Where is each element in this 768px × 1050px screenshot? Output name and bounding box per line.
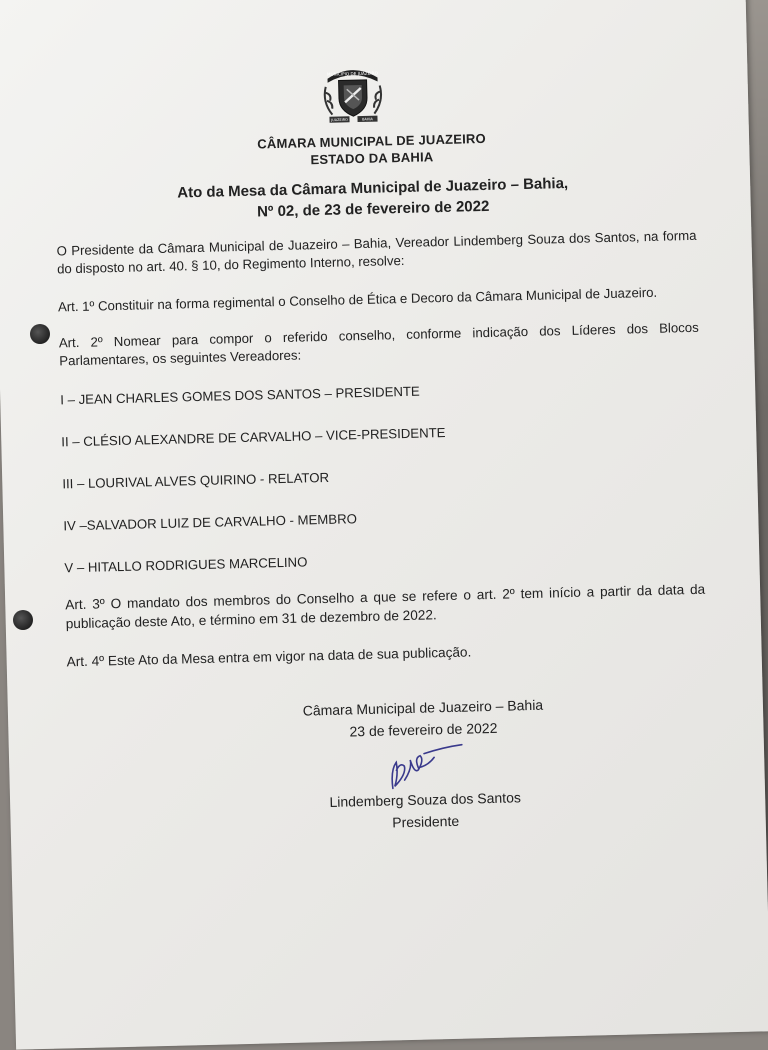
- document-title-line2: Nº 02, de 23 de fevereiro de 2022: [256, 197, 490, 221]
- member-item-5: V – HITALLO RODRIGUES MARCELINO: [64, 554, 308, 576]
- article-3-line1: Art. 3º O mandato dos membros do Conselho a que se refere o art. 2º tem início a partir da data da: [65, 581, 706, 613]
- preamble-line1: O Presidente da Câmara Municipal de Juazeiro – Bahia, Vereador Lindemberg Souza dos Santos, na forma: [56, 227, 697, 259]
- crest-left-text: JUAZEIRO: [331, 117, 348, 123]
- article-1: Art. 1º Constituir na forma regimental o Conselho de Ética e Decoro da Câmara Municipal de Juazeiro.: [57, 284, 658, 315]
- article-2-line2: Parlamentares, os seguintes Vereadores:: [59, 347, 302, 369]
- institution-name: CÂMARA MUNICIPAL DE JUAZEIRO: [257, 130, 486, 152]
- member-item-4: IV –SALVADOR LUIZ DE CARVALHO - MEMBRO: [63, 511, 358, 534]
- member-item-3: III – LOURIVAL ALVES QUIRINO - RELATOR: [62, 469, 330, 492]
- member-item-1: I – JEAN CHARLES GOMES DOS SANTOS – PRESIDENTE: [60, 383, 420, 408]
- article-3-line2: publicação deste Ato, e término em 31 de dezembro de 2022.: [65, 607, 437, 632]
- juazeiro-crest-icon: [317, 55, 389, 127]
- punch-hole: [13, 610, 33, 630]
- member-item-2: II – CLÉSIO ALEXANDRE DE CARVALHO – VICE-PRESIDENTE: [61, 425, 446, 450]
- closing-place: Câmara Municipal de Juazeiro – Bahia: [302, 696, 544, 719]
- crest-right-text: BAHIA: [362, 117, 373, 122]
- article-4: Art. 4º Este Ato da Mesa entra em vigor na data de sua publicação.: [66, 644, 472, 670]
- closing-date: 23 de fevereiro de 2022: [349, 719, 498, 740]
- article-2-line1: Art. 2º Nomear para compor o referido conselho, conforme indicação dos Líderes dos Blocos: [58, 319, 699, 351]
- crest-top-text: MUNICÍPIO DE JUAZEIRO: [326, 70, 378, 77]
- document-title-line1: Ato da Mesa da Câmara Municipal de Juazeiro – Bahia,: [177, 174, 569, 202]
- signatory-name: Lindemberg Souza dos Santos: [329, 789, 522, 810]
- preamble-line2: do disposto no art. 40. § 10, do Regimento Interno, resolve:: [56, 252, 405, 277]
- signatory-role: Presidente: [392, 812, 460, 831]
- state-name: ESTADO DA BAHIA: [310, 149, 434, 168]
- punch-hole: [30, 324, 50, 344]
